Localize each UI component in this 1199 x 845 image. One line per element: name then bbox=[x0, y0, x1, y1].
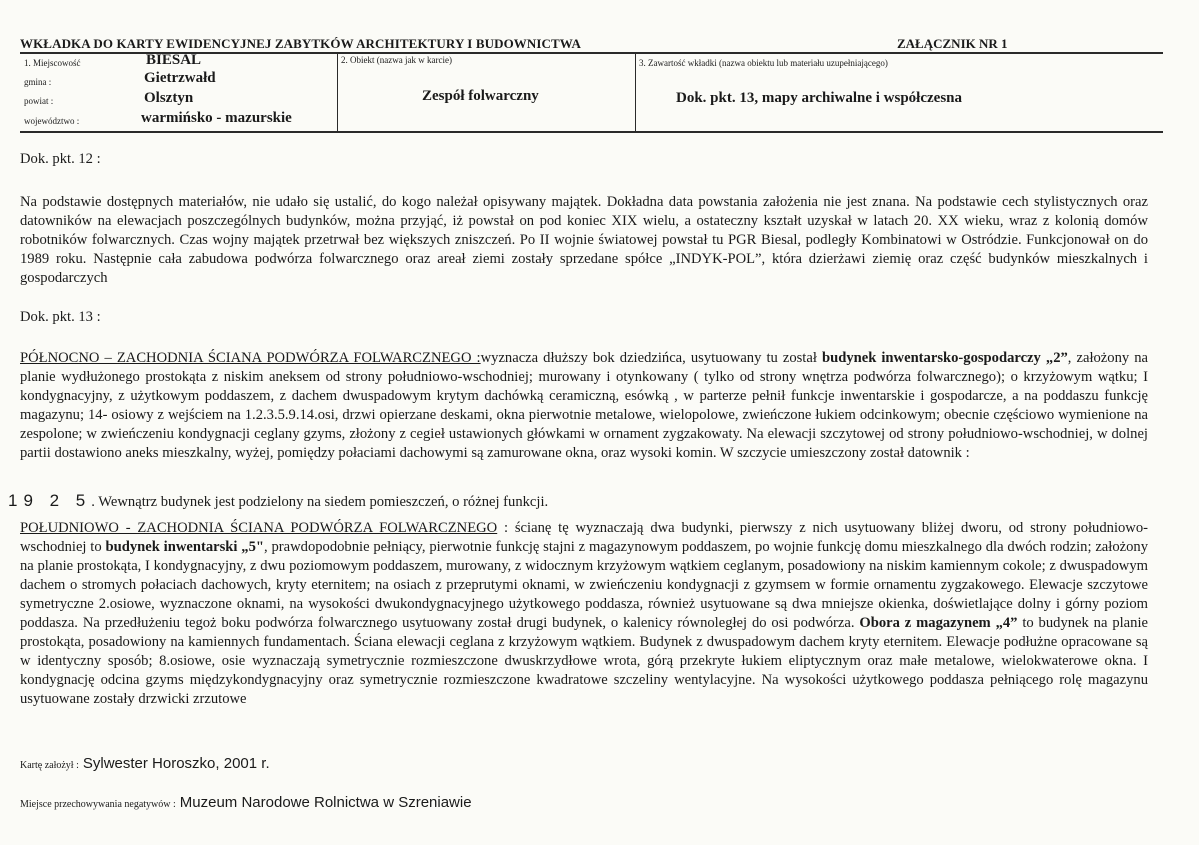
date-stamp-line bbox=[8, 491, 548, 511]
nw-text-3: . Wewnątrz budynek jest podzielony na siedem pomieszczeń, o różnej funkcji. bbox=[91, 494, 549, 510]
powiat-value: Olsztyn bbox=[144, 90, 194, 106]
header-bottom-rule bbox=[20, 131, 1163, 133]
dok13-sw-paragraph bbox=[20, 519, 1148, 709]
object-label: 2. Obiekt (nazwa jak w karcie) bbox=[341, 55, 452, 65]
gmina-value: Gietrzwałd bbox=[144, 70, 216, 86]
sw-text-2: , prawdopodobnie pełniący, pierwotnie funkcję stajni z magazynowym poddaszem, po wojnie funkcję domu mieszkalnego dla dwóch rodzin; założony na planie prostokąta, I kondygnacyjny, z dwu poziomowym poddaszem, murowany, z widocznym krzyżowym wątkiem ceglanym, posadowiony na niskim kamiennym cokole; z dwuspadowym dachem o stromych połaciach dachowych, kryty eternitem; na osiach z przeprutymi oknami, w zwieńczeniu kondygnacji z gzymsem w formie ornamentu zygzakowego. Elewacje szczytowe symetryczne 2.osiowe, wyznaczone oknami, na wysokości dwukondygnacyjnego użytkowego poddasza, również usytuowane są dwa mniejsze okienka, doświetlające dolny i górny poziom poddasza. Na przedłużeniu tegoż boku podwórza folwarcznego usytuowany został drugi budynek, o kalenicy równoległej do osi podwórza. bbox=[20, 539, 1149, 631]
author-label: Kartę założył : bbox=[20, 760, 79, 771]
sw-wall-heading: POŁUDNIOWO - ZACHODNIA ŚCIANA PODWÓRZA FOLWARCZNEGO bbox=[20, 520, 498, 536]
dok13-heading: Dok. pkt. 13 : bbox=[20, 309, 101, 325]
contents-label: 3. Zawartość wkładki (nazwa obiektu lub materiału uzupełniającego) bbox=[639, 58, 888, 68]
sw-building-5-name: budynek inwentarski „5" bbox=[105, 539, 264, 555]
attachment-number: ZAŁĄCZNIK NR 1 bbox=[897, 36, 1008, 51]
powiat-label: powiat : bbox=[24, 96, 54, 106]
nw-wall-heading: PÓŁNOCNO – ZACHODNIA ŚCIANA PODWÓRZA FOLWARCZNEGO : bbox=[20, 350, 481, 366]
storage-line bbox=[20, 794, 472, 812]
miejscowosc-value: BIESAL bbox=[146, 52, 202, 68]
miejscowosc-label: 1. Miejscowość bbox=[24, 58, 81, 68]
nw-text-1: wyznacza dłuższy bok dziedzińca, usytuowany tu został bbox=[480, 350, 822, 366]
header-divider-1 bbox=[337, 52, 338, 132]
nw-text-2: , założony na planie wydłużonego prostokąta z niskim aneksem od strony południowo-wschodniej; murowany i otynkowany ( tylko od strony wnętrza podwórza folwarcznego); o krzyżowym wątku; I kondygnacyjny, z użytkowym poddaszem, z dachem dwuspadowym krytym dachówką ceramiczną, esówką , w parterze pełnił funkcje inwentarskie i gospodarcze, a na poddaszu funkcję magazynu; 14- osiowy z wejściem na 1.2.3.5.9.14.osi, drzwi opierzane deskami, okna pierwotnie metalowe, wielopolowe, zwieńczone łukiem odcinkowym; obecnie częściowo wymienione na zespolone; w zwieńczeniu kondygnacji ceglany gzyms, złożony z cegieł ustawionych główkami w ornament zygzakowaty. Na elewacji szczytowej od strony południowo-wschodniej, w dolnej partii dostawiono aneks mieszkalny, wyżej, pomiędzy połaciami dachowymi są zamurowane okna, oraz wysoki komin. W szczycie umieszczony został datownik : bbox=[20, 350, 1149, 461]
wojewodztwo-value: warmińsko - mazurskie bbox=[141, 110, 292, 126]
dok12-heading: Dok. pkt. 12 : bbox=[20, 151, 101, 167]
gmina-label: gmina : bbox=[24, 77, 52, 87]
author-value: Sylwester Horoszko, 2001 r. bbox=[82, 755, 270, 772]
storage-value: Muzeum Narodowe Rolnictwa w Szreniawie bbox=[179, 794, 472, 811]
form-title: WKŁADKA DO KARTY EWIDENCYJNEJ ZABYTKÓW ARCHITEKTURY I BUDOWNICTWA bbox=[20, 36, 581, 51]
dok12-text: Na podstawie dostępnych materiałów, nie udało się ustalić, do kogo należał opisywany majątek. Dokładna data powstania założenia nie jest znana. Na podstawie cech stylistycznych oraz datowników na elewacjach poszczególnych budynków, można przyjąć, iż powstał on pod koniec XIX wielu, a ostateczny kształt uzyskał w latach 20. XX wieku, wraz z kolonią domów robotników folwarcznych. Czas wojny majątek przetrwał bez większych zniszczeń. Po II wojnie światowej powstał tu PGR Biesal, podległy Kombinatowi w Ostródzie. Funkcjonował on do 1989 roku. Następnie cała zabudowa podwórza folwarcznego oraz areał ziemi zostały sprzedane spółce „INDYK-POL”, która dzierżawi ziemię oraz część budynków mieszkalnych i gospodarczych bbox=[20, 194, 1148, 286]
dok13-nw-paragraph bbox=[20, 349, 1148, 463]
object-value: Zespół folwarczny bbox=[422, 88, 539, 104]
header-divider-2 bbox=[635, 52, 636, 132]
storage-label: Miejsce przechowywania negatywów : bbox=[20, 799, 176, 810]
sw-text-3: to budynek na planie prostokąta, posadowiony na kamiennych fundamentach. Ściana elewacji ceglana z krzyżowym wątkiem. Budynek z dwuspadowym dachem kryty eternitem. Elewacje podłużne opracowane są w identyczny sposób; 8.osiowe, osie wyznaczają symetrycznie rozmieszczone dwuskrzydłowe wrota, górą przekryte łukiem eliptycznym oraz małe metalowe, wielokwaterowe okna. I kondygnację odcina gzyms międzykondygnacyjny oraz symetrycznie rozmieszczone kwadratowe szczeliny wentylacyjne. Na wysokości użytkowego poddasza pełniącego rolę magazynu usytuowane zostały drzwicki zrzutowe bbox=[20, 615, 1148, 707]
nw-building-2-name: budynek inwentarsko-gospodarczy „2” bbox=[821, 350, 1068, 366]
wojewodztwo-label: województwo : bbox=[24, 116, 80, 126]
date-stamp: 19 2 5 bbox=[8, 491, 92, 510]
author-line bbox=[20, 755, 270, 773]
sw-building-4-name: Obora z magazynem „4” bbox=[859, 615, 1018, 631]
sw-text-1: : ścianę tę wyznaczają dwa budynki, pierwszy z nich usytuowany bliżej dworu, od strony południowo-wschodniej to bbox=[20, 520, 1148, 555]
contents-value: Dok. pkt. 13, mapy archiwalne i współczesna bbox=[676, 90, 962, 106]
